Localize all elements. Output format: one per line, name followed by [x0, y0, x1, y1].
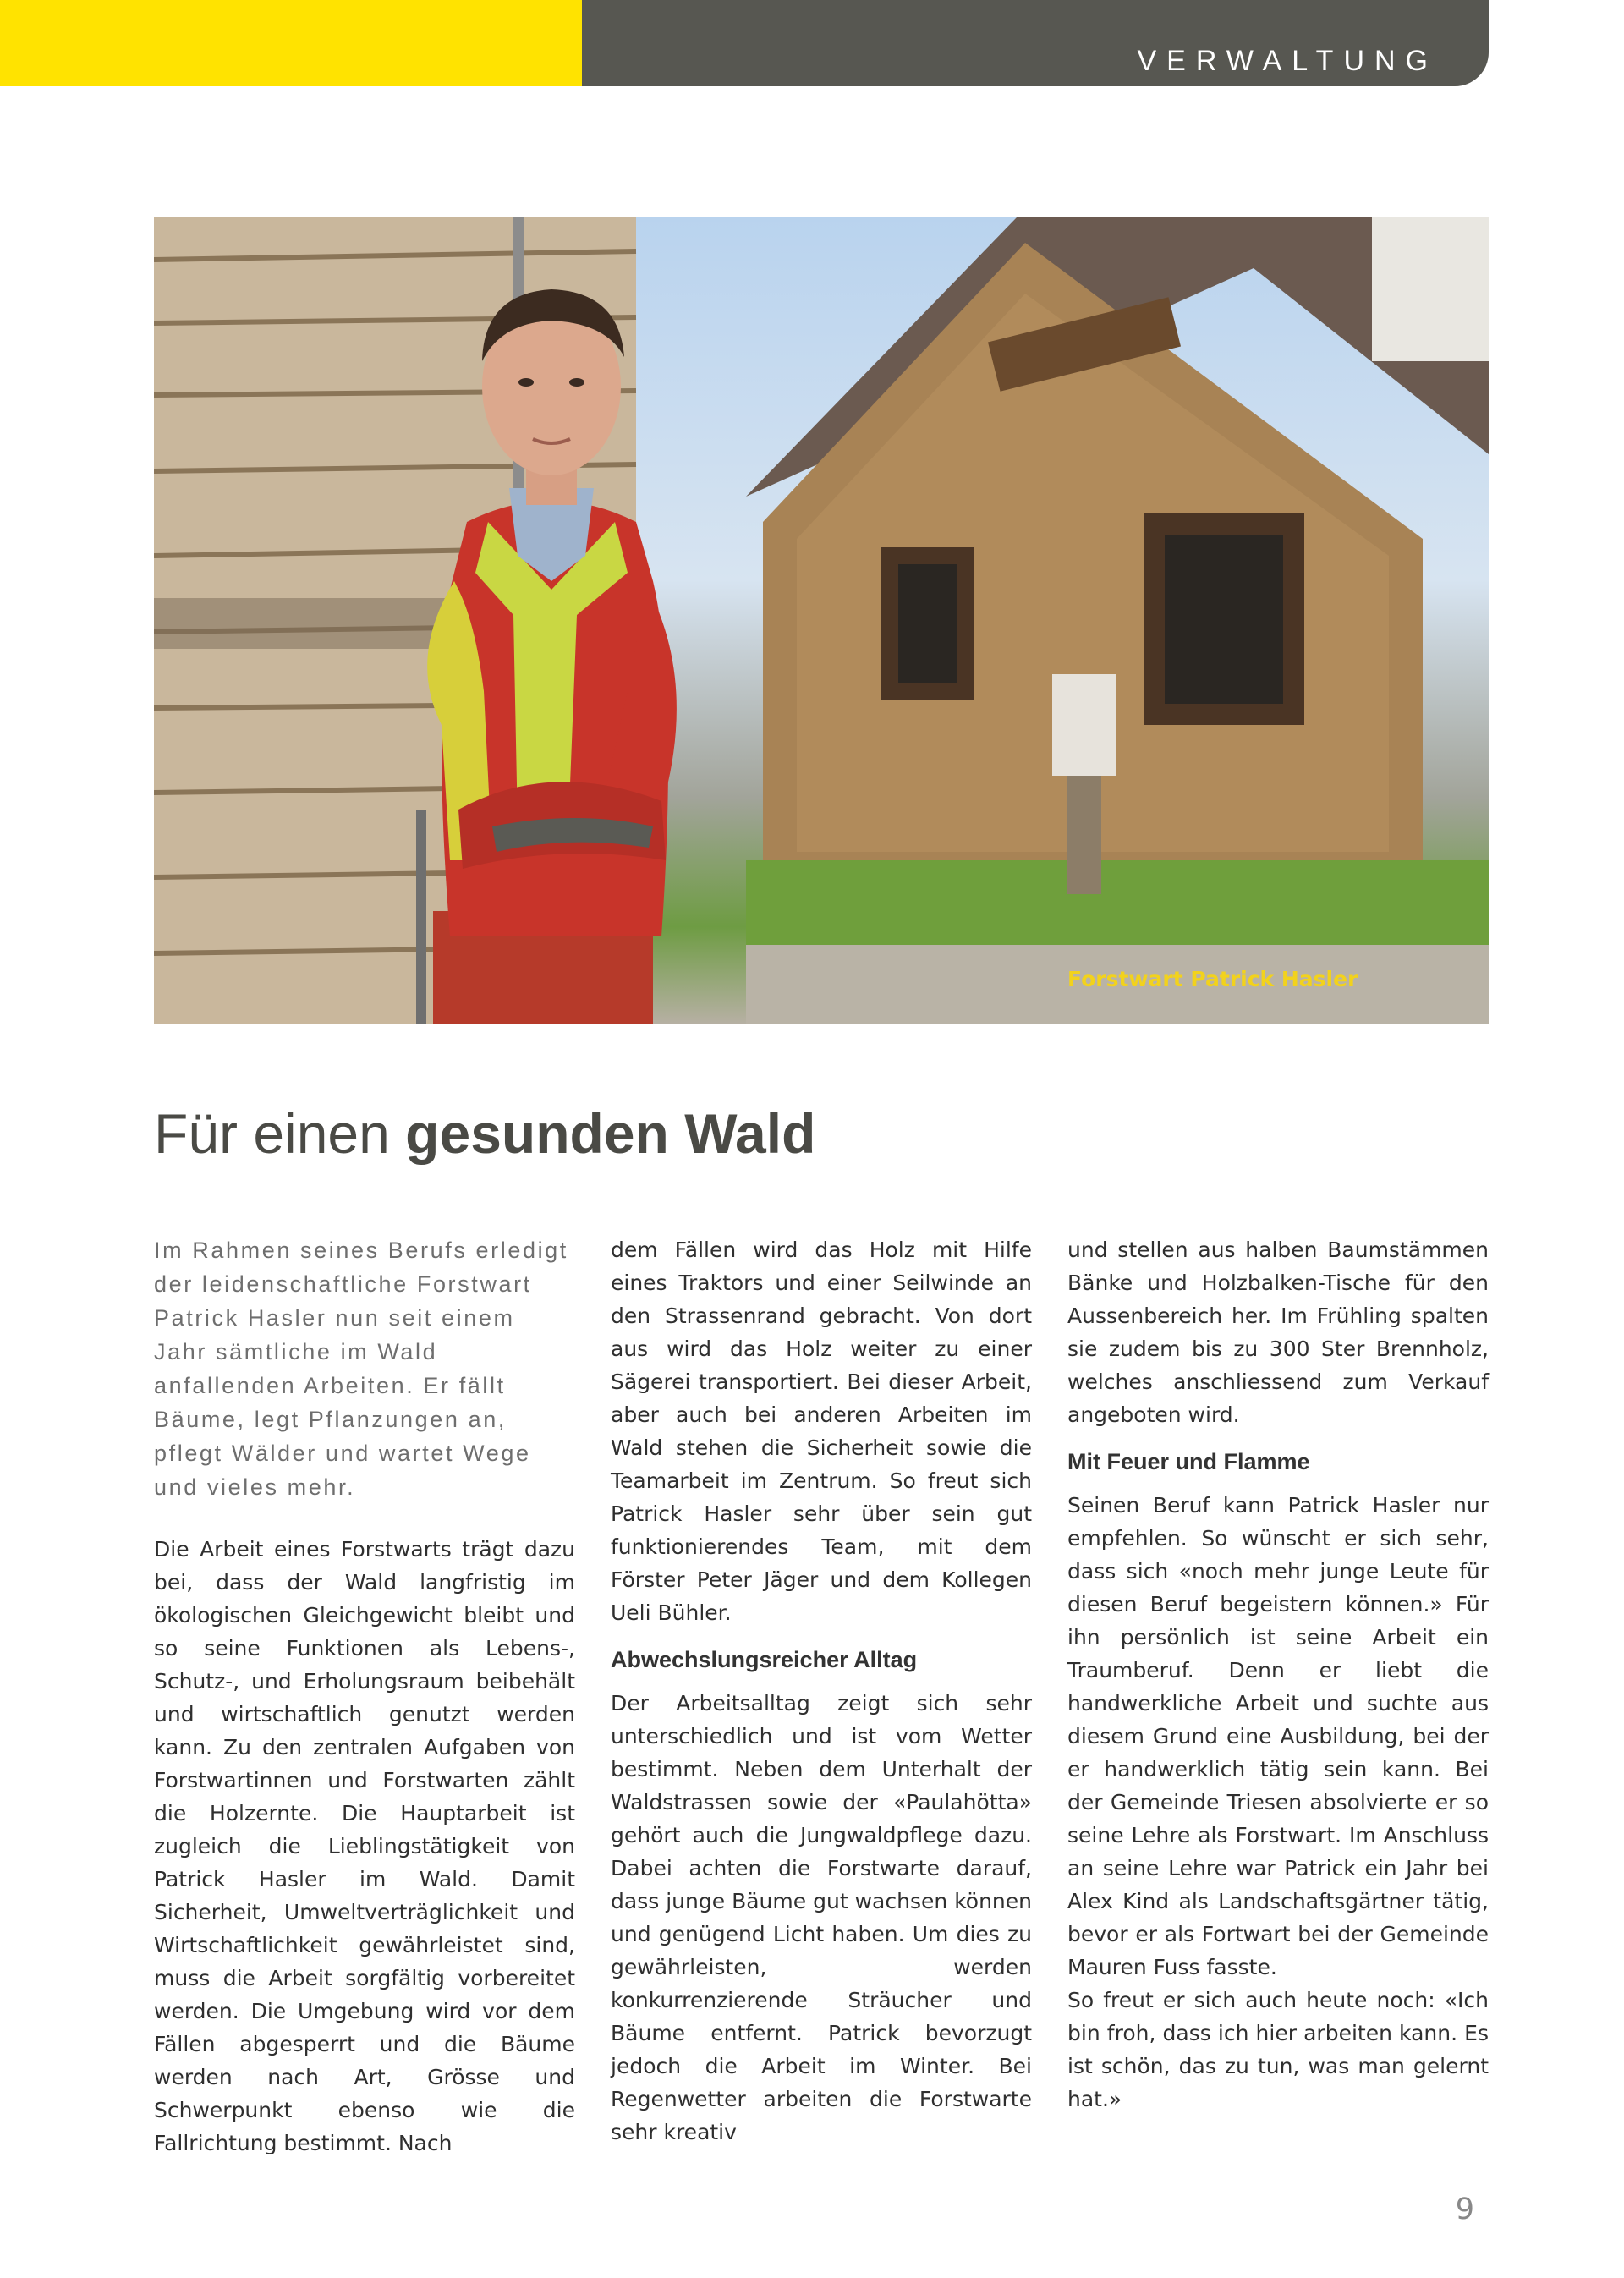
- lead-paragraph: Im Rahmen seines Berufs erledigt der leidenschaftliche Forstwart Patrick Hasler nun seit einem Jahr sämtliche im Wald anfallenden Arbeiten. Er fällt Bäume, legt Pflanzungen an, pflegt Wälder und wartet Wege und vieles mehr.: [154, 1238, 568, 1500]
- text-column-1: [154, 1233, 575, 2160]
- page-number: 9: [1455, 2193, 1474, 2226]
- article-title: [154, 1100, 815, 1167]
- article-photo: [154, 217, 1489, 1024]
- text-column-2: [611, 1233, 1032, 2149]
- text-column-3: [1067, 1233, 1489, 2116]
- photo-illustration: [154, 217, 1489, 1024]
- body-paragraph: So freut er sich auch heute noch: «Ich bin froh, dass ich hier arbeiten kann. Es ist schön, das zu tun, was man gelernt hat.»: [1067, 1988, 1489, 2111]
- photo-caption: Forstwart Patrick Hasler: [1067, 967, 1358, 991]
- header-section-bar: [582, 0, 1489, 86]
- body-paragraph: dem Fällen wird das Holz mit Hilfe eines Traktors und einer Seilwinde an den Strassenrand gebracht. Von dort aus wird das Holz weiter zu einer Sägerei transportiert. Bei dieser Arbeit, aber auch bei anderen Arbeiten im Wald stehen die Sicherheit sowie die Teamarbeit im Zentrum. So freut sich Patrick Hasler sehr über sein gut funktionierendes Team, mit dem Förster Peter Jäger und dem Kollegen Ueli Bühler.: [611, 1238, 1032, 1625]
- title-light: Für einen: [154, 1102, 406, 1165]
- subheading-feuer: Mit Feuer und Flamme: [1067, 1449, 1310, 1474]
- title-bold: gesunden Wald: [405, 1102, 816, 1165]
- body-paragraph: Die Arbeit eines Forstwarts trägt dazu bei, dass der Wald langfristig im ökologischen Gleichgewicht bleibt und so seine Funktionen als Lebens-, Schutz-, und Erholungsraum beibehält und wirtschaftlich genutzt werden kann. Zu den zentralen Aufgaben von Forstwartinnen und Forstwarten zählt die Holzernte. Die Hauptarbeit ist zugleich die Lieblingstätigkeit von Patrick Hasler im Wald. Damit Sicherheit, Umweltverträglichkeit und Wirtschaftlichkeit gewährleistet sind, muss die Arbeit sorgfältig vorbereitet werden. Die Umgebung wird vor dem Fällen abgesperrt und die Bäume werden nach Art, Grösse und Schwerpunkt ebenso wie die Fallrichtung bestimmt. Nach: [154, 1537, 575, 2155]
- body-paragraph: und stellen aus halben Baumstämmen Bänke und Holzbalken-Tische für den Aussenbereich her. Im Frühling spalten sie zudem bis zu 300 Ster Brennholz, welches anschliessend zum Verkauf angeboten wird.: [1067, 1238, 1489, 1427]
- body-paragraph: Der Arbeitsalltag zeigt sich sehr unterschiedlich und ist vom Wetter bestimmt. Neben dem Unterhalt der Waldstrassen sowie der «Paulahötta» gehört auch die Jungwaldpflege dazu. Dabei achten die Forstwarte darauf, dass junge Bäume gut wachsen können und genügend Licht haben. Um dies zu gewährleisten, werden konkurrenzierende Sträucher und Bäume entfernt. Patrick bevorzugt jedoch die Arbeit im Winter. Bei Regenwetter arbeiten die Forstwarte sehr kreativ: [611, 1691, 1032, 2144]
- body-paragraph: Seinen Beruf kann Patrick Hasler nur empfehlen. So wünscht er sich sehr, dass sich «noch mehr junge Leute für diesen Beruf begeistern können.» Für ihn persönlich ist seine Arbeit ein Traumberuf. Denn er liebt die handwerkliche Arbeit und suchte aus diesem Grund eine Ausbildung, bei der er handwerklich tätig sein kann. Bei der Gemeinde Triesen absolvierte er so seine Lehre als Forstwart. Im Anschluss an seine Lehre war Patrick ein Jahr bei Alex Kind als Landschaftsgärtner tätig, bevor er als Fortwart bei der Gemeinde Mauren Fuss fasste.: [1067, 1493, 1489, 1979]
- header-yellow-bar: [0, 0, 582, 86]
- subheading-alltag: Abwechslungsreicher Alltag: [611, 1647, 918, 1672]
- section-label: VERWALTUNG: [1137, 45, 1438, 77]
